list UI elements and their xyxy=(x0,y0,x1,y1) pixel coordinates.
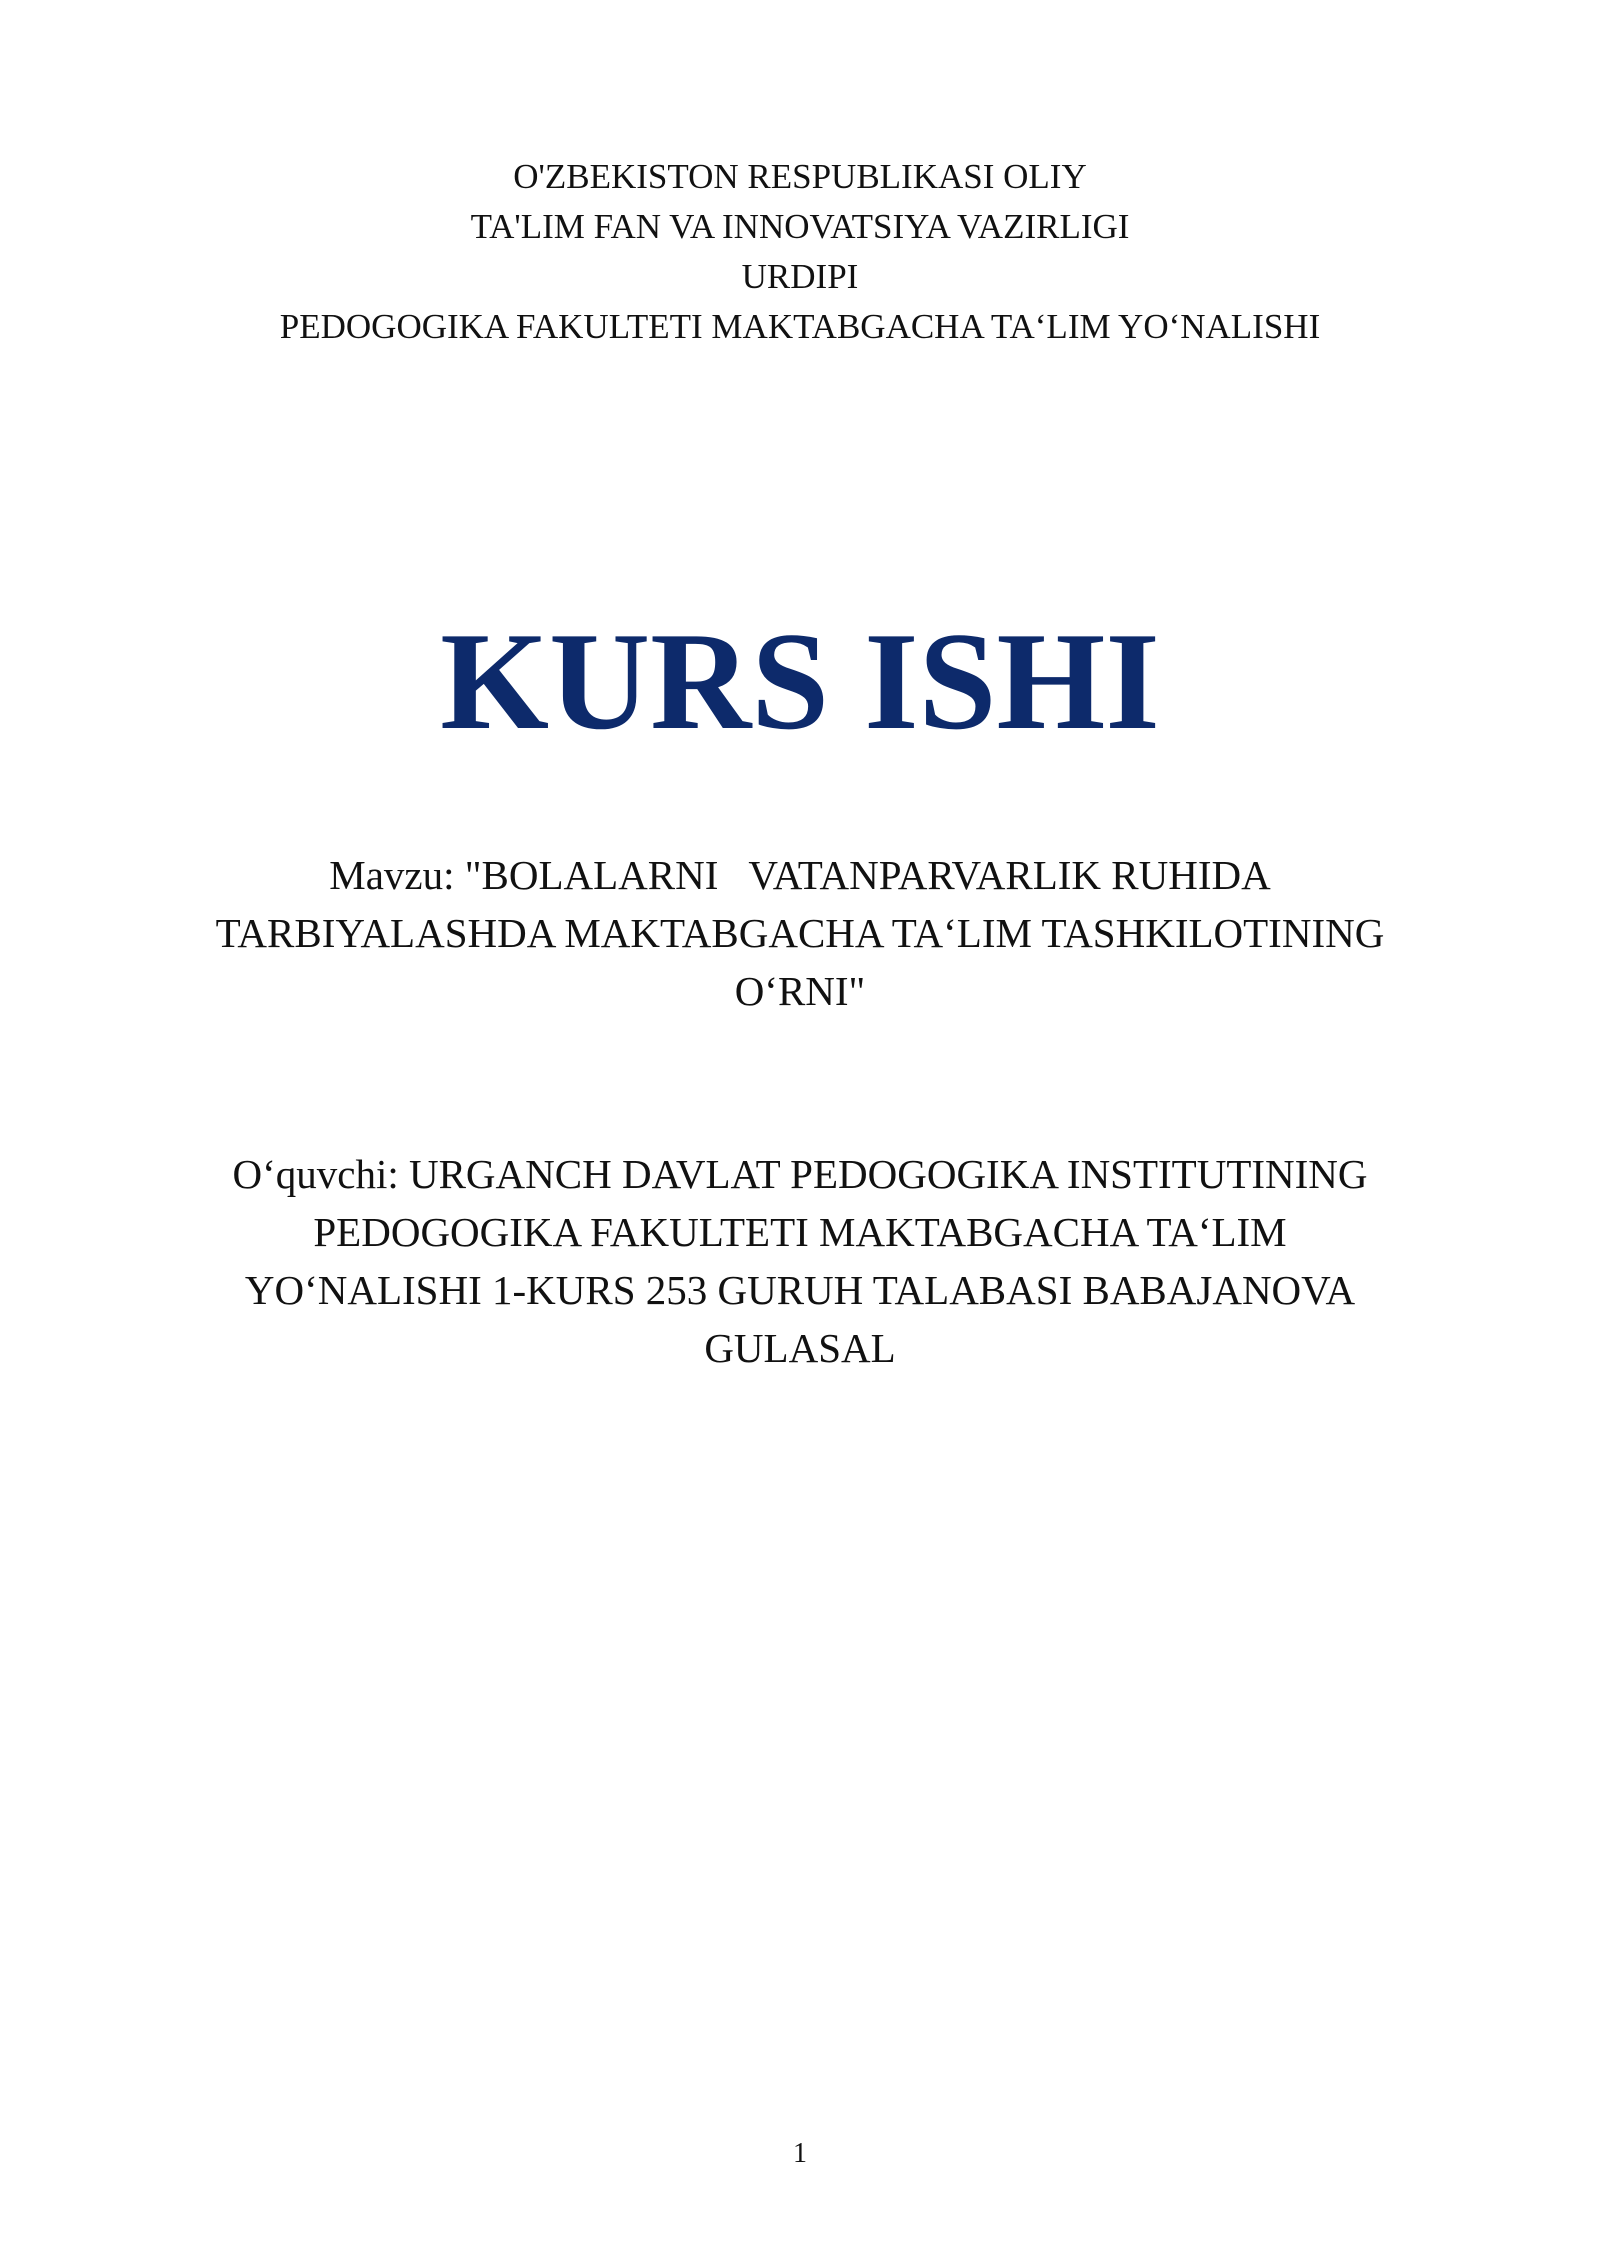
student-block xyxy=(0,1145,1600,1377)
page-number: 1 xyxy=(793,2138,807,2169)
header-line-ministry-cont: TA'LIM FAN VA INNOVATSIYA VAZIRLIGI xyxy=(470,207,1130,246)
topic-line: O‘RNI" xyxy=(734,968,866,1014)
header-line-institute: URDIPI xyxy=(741,257,859,296)
student-line: O‘quvchi: URGANCH DAVLAT PEDOGOGIKA INSTITUTINING xyxy=(232,1151,1368,1197)
topic-line: Mavzu: "BOLALARNI VATANPARVARLIK RUHIDA xyxy=(329,852,1271,898)
topic-line: TARBIYALASHDA MAKTABGACHA TA‘LIM TASHKILOTINING xyxy=(215,910,1385,956)
student-line: GULASAL xyxy=(704,1325,896,1371)
student-line: YO‘NALISHI 1-KURS 253 GURUH TALABASI BABAJANOVA xyxy=(244,1267,1356,1313)
topic-block xyxy=(0,846,1600,1020)
institution-header xyxy=(0,152,1600,352)
header-line-ministry: O'ZBEKISTON RESPUBLIKASI OLIY xyxy=(513,157,1087,196)
document-title: KURS ISHI xyxy=(440,604,1160,759)
header-line-faculty: PEDOGOGIKA FAKULTETI MAKTABGACHA TA‘LIM YO‘NALISHI xyxy=(279,307,1321,346)
student-line: PEDOGOGIKA FAKULTETI MAKTABGACHA TA‘LIM xyxy=(313,1209,1287,1255)
